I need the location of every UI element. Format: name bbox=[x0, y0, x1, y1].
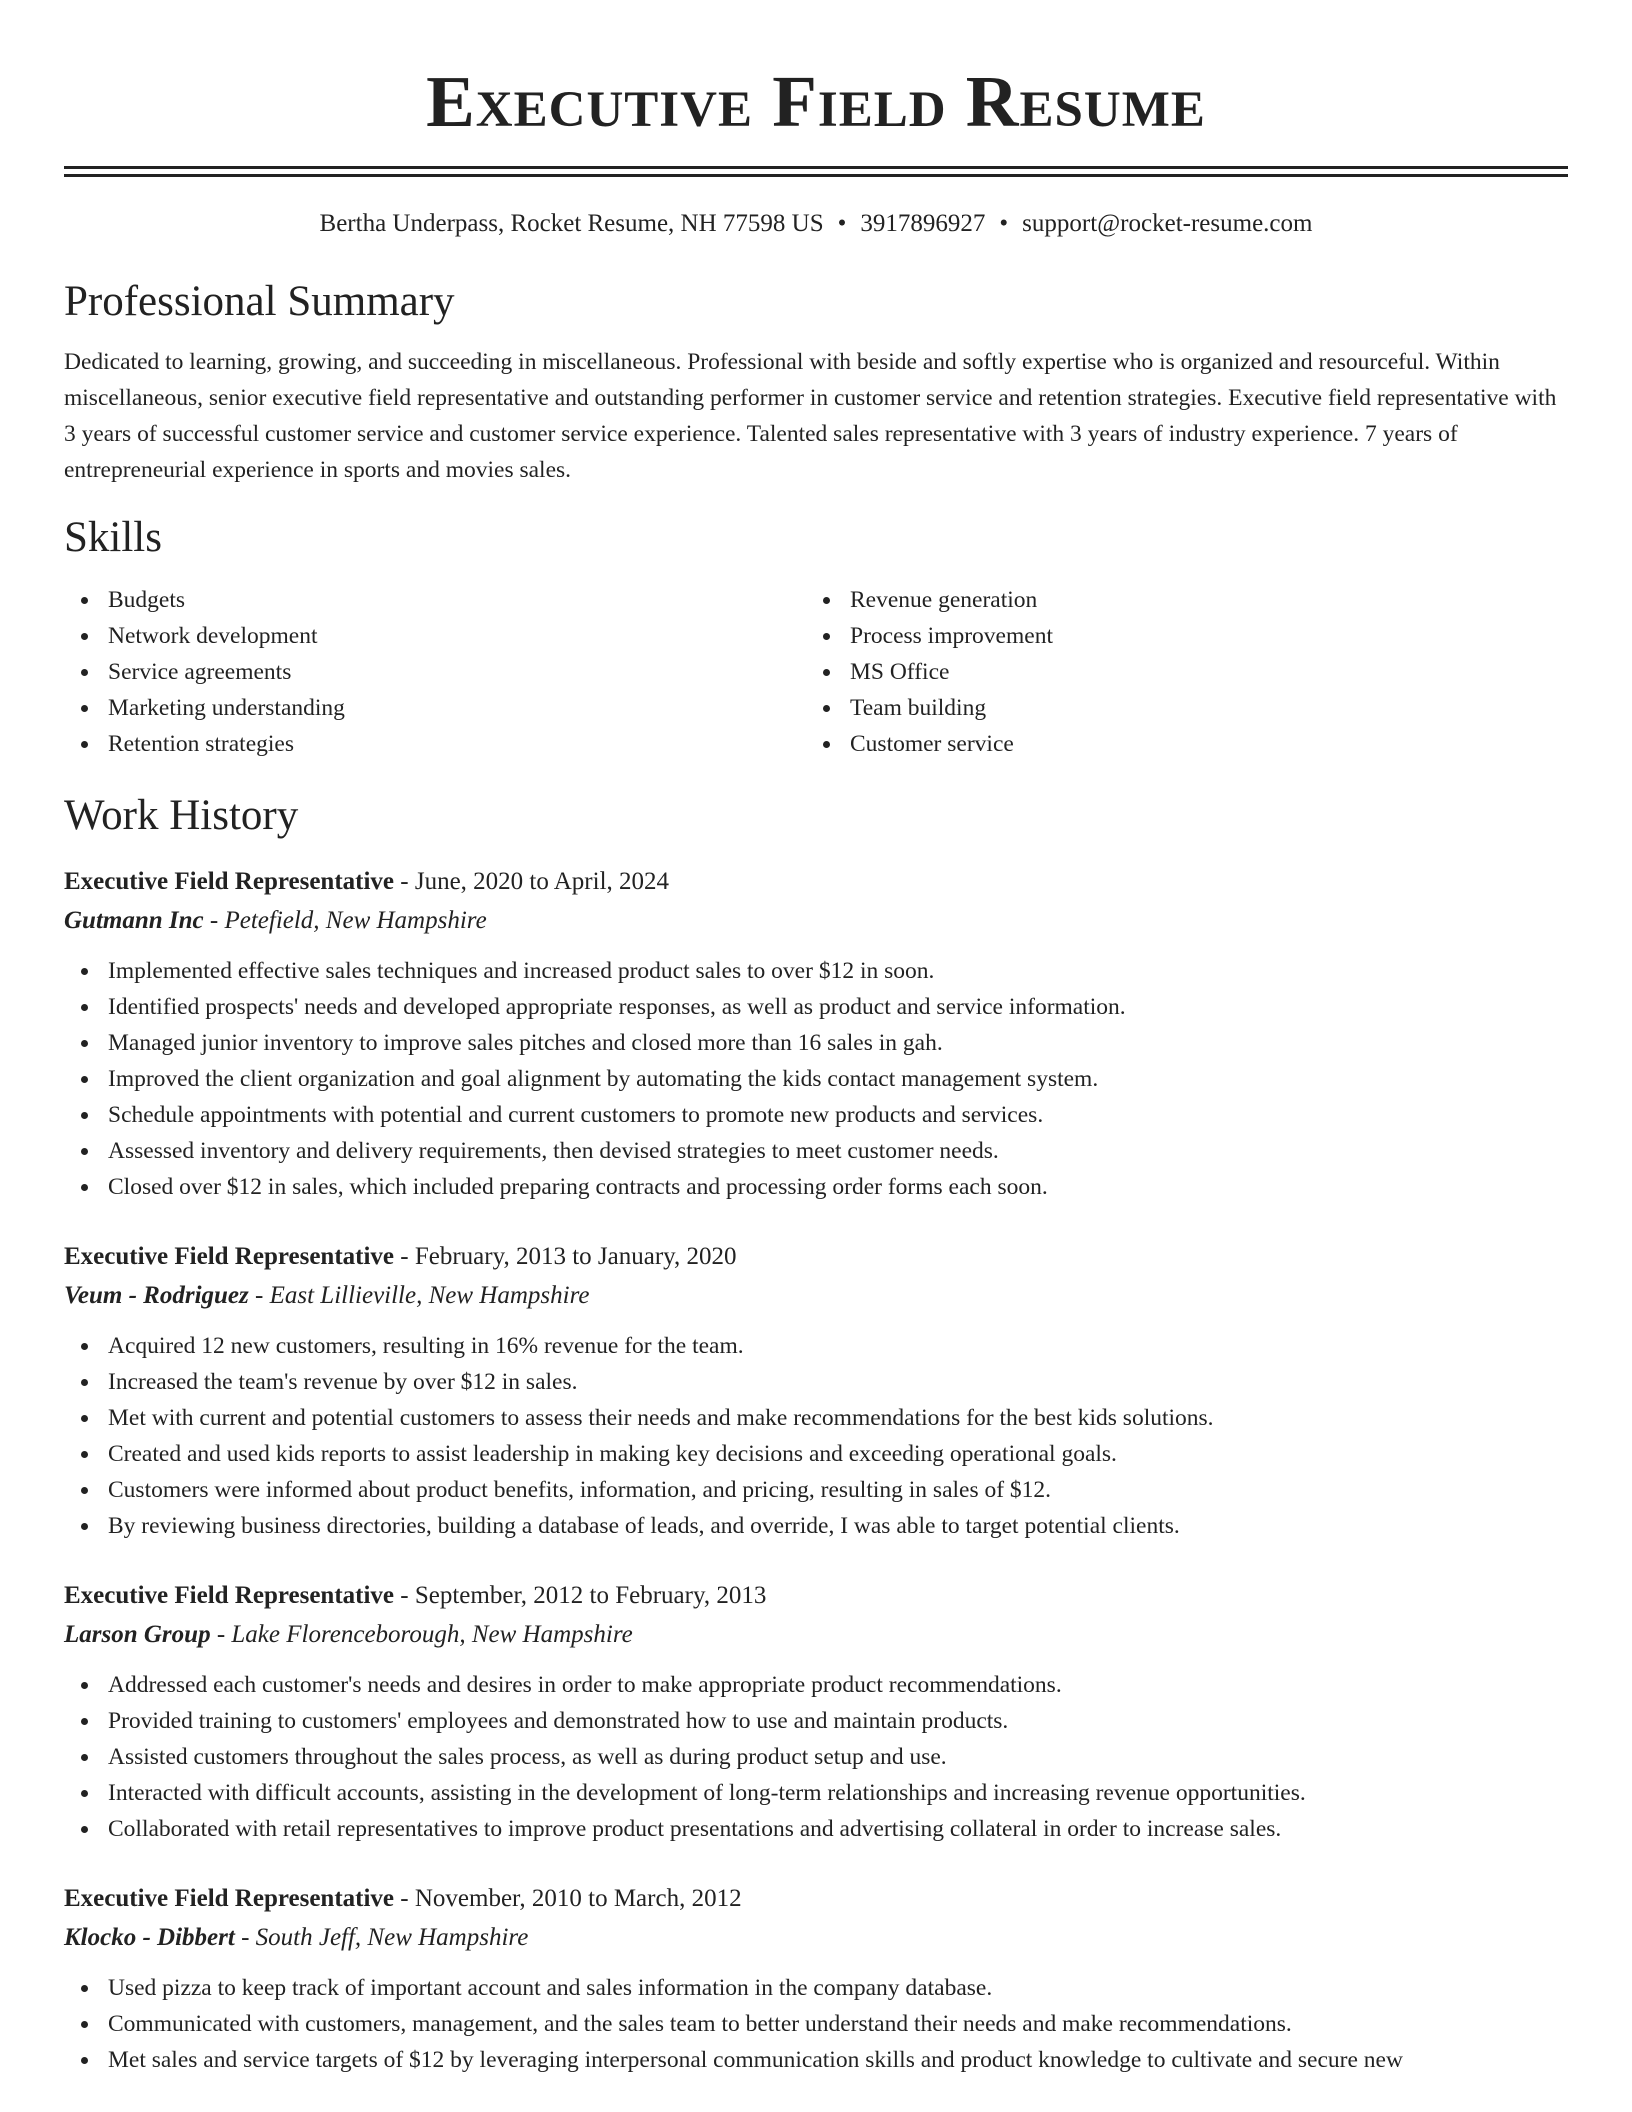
job-company: Gutmann Inc bbox=[64, 907, 204, 934]
resume-title: Executive Field Resume bbox=[426, 61, 1206, 142]
resume-page bbox=[64, 0, 1568, 2078]
contact-email[interactable]: support@rocket-resume.com bbox=[1022, 210, 1313, 237]
skill-item: Team building bbox=[806, 690, 1548, 726]
job-bullet: Addressed each customer's needs and desires in order to make appropriate product recommendations. bbox=[64, 1667, 1568, 1703]
job-title-line: Executive Field Representative - September, 2012 to February, 2013 bbox=[64, 1582, 767, 1609]
job-bullet: Closed over $12 in sales, which included preparing contracts and processing order forms each soon. bbox=[64, 1169, 1568, 1205]
job-bullet: Implemented effective sales techniques and increased product sales to over $12 in soon. bbox=[64, 953, 1568, 989]
job-title-line: Executive Field Representative - February, 2013 to January, 2020 bbox=[64, 1243, 737, 1270]
job-title: Executive Field Representative bbox=[64, 1243, 395, 1270]
skill-item: Budgets bbox=[64, 582, 806, 618]
contact-phone: 3917896927 bbox=[860, 210, 986, 237]
job-bullet: Customers were informed about product benefits, information, and pricing, resulting in sales of $12. bbox=[64, 1472, 1568, 1508]
skill-item: Customer service bbox=[806, 726, 1548, 762]
job-company-line: Larson Group - Lake Florenceborough, New Hampshire bbox=[64, 1621, 633, 1648]
job-bullets bbox=[64, 1970, 1568, 2078]
job-dates: September, 2012 to February, 2013 bbox=[414, 1582, 767, 1609]
job-dates: June, 2020 to April, 2024 bbox=[414, 868, 670, 895]
contact-address: Bertha Underpass, Rocket Resume, NH 77598 US bbox=[319, 210, 824, 237]
job-company-line: Klocko - Dibbert - South Jeff, New Hampshire bbox=[64, 1924, 529, 1951]
title-rule-bottom bbox=[64, 174, 1568, 177]
job-bullet: Schedule appointments with potential and current customers to promote new products and services. bbox=[64, 1097, 1568, 1133]
job-entry bbox=[64, 1578, 1568, 1847]
job-bullet: By reviewing business directories, building a database of leads, and override, I was able to target potential clients. bbox=[64, 1508, 1568, 1544]
job-bullet: Met with current and potential customers to assess their needs and make recommendations for the best kids solutions. bbox=[64, 1400, 1568, 1436]
skills-column-right bbox=[806, 582, 1548, 762]
summary-heading: Professional Summary bbox=[64, 278, 455, 325]
skill-item: Network development bbox=[64, 618, 806, 654]
contact-line bbox=[64, 208, 1568, 240]
skills-heading: Skills bbox=[64, 514, 162, 561]
contact-separator: • bbox=[837, 210, 847, 237]
job-bullet: Communicated with customers, management, and the sales team to better understand their needs and make recommendations. bbox=[64, 2006, 1568, 2042]
skill-item: Process improvement bbox=[806, 618, 1548, 654]
skill-item: MS Office bbox=[806, 654, 1548, 690]
job-bullet: Met sales and service targets of $12 by leveraging interpersonal communication skills and product knowledge to cultivate and secure new bbox=[64, 2042, 1568, 2078]
job-bullet: Improved the client organization and goal alignment by automating the kids contact management system. bbox=[64, 1061, 1568, 1097]
job-company-line: Veum - Rodriguez - East Lillieville, New Hampshire bbox=[64, 1282, 590, 1309]
job-bullets bbox=[64, 1328, 1568, 1544]
job-bullet: Managed junior inventory to improve sales pitches and closed more than 16 sales in gah. bbox=[64, 1025, 1568, 1061]
summary-text: Dedicated to learning, growing, and succeeding in miscellaneous. Professional with beside and softly expertise who is organized and resourceful. Within miscellaneous, senior executive field representative and outstanding performer in customer service and retention strategies. Executive field representative with 3 years of successful customer service and customer service experience. Talented sales representative with 3 years of industry experience. 7 years of entrepreneurial experience in sports and movies sales. bbox=[64, 349, 1557, 483]
job-bullet: Assisted customers throughout the sales process, as well as during product setup and use. bbox=[64, 1739, 1568, 1775]
job-company-line: Gutmann Inc - Petefield, New Hampshire bbox=[64, 907, 487, 934]
job-title-line: Executive Field Representative - November, 2010 to March, 2012 bbox=[64, 1885, 742, 1912]
job-bullets bbox=[64, 953, 1568, 1205]
job-location: East Lillieville, New Hampshire bbox=[269, 1282, 590, 1309]
skill-item: Marketing understanding bbox=[64, 690, 806, 726]
job-bullet: Acquired 12 new customers, resulting in 16% revenue for the team. bbox=[64, 1328, 1568, 1364]
title-rule-top bbox=[64, 166, 1568, 169]
job-entry bbox=[64, 1239, 1568, 1544]
job-bullets bbox=[64, 1667, 1568, 1847]
job-dates: February, 2013 to January, 2020 bbox=[414, 1243, 737, 1270]
job-company: Veum - Rodriguez bbox=[64, 1282, 249, 1309]
job-location: Petefield, New Hampshire bbox=[224, 907, 487, 934]
skills-column-left bbox=[64, 582, 806, 762]
job-dates: November, 2010 to March, 2012 bbox=[414, 1885, 742, 1912]
job-title: Executive Field Representative bbox=[64, 868, 395, 895]
job-bullet: Collaborated with retail representatives to improve product presentations and advertising collateral in order to increase sales. bbox=[64, 1811, 1568, 1847]
job-title: Executive Field Representative bbox=[64, 1885, 395, 1912]
skill-item: Retention strategies bbox=[64, 726, 806, 762]
job-company: Klocko - Dibbert bbox=[64, 1924, 235, 1951]
job-bullet: Provided training to customers' employees and demonstrated how to use and maintain products. bbox=[64, 1703, 1568, 1739]
contact-separator: • bbox=[999, 210, 1009, 237]
job-title: Executive Field Representative bbox=[64, 1582, 395, 1609]
job-title-line: Executive Field Representative - June, 2020 to April, 2024 bbox=[64, 868, 670, 895]
skills-list bbox=[64, 582, 1568, 762]
job-bullet: Assessed inventory and delivery requirements, then devised strategies to meet customer needs. bbox=[64, 1133, 1568, 1169]
job-location: Lake Florenceborough, New Hampshire bbox=[231, 1621, 633, 1648]
job-entry bbox=[64, 1881, 1568, 2078]
job-location: South Jeff, New Hampshire bbox=[255, 1924, 529, 1951]
skill-item: Revenue generation bbox=[806, 582, 1548, 618]
job-company: Larson Group bbox=[64, 1621, 211, 1648]
job-bullet: Identified prospects' needs and developed appropriate responses, as well as product and service information. bbox=[64, 989, 1568, 1025]
work-history-heading: Work History bbox=[64, 792, 299, 839]
job-bullet: Interacted with difficult accounts, assisting in the development of long-term relationships and increasing revenue opportunities. bbox=[64, 1775, 1568, 1811]
job-entry bbox=[64, 864, 1568, 1205]
job-bullet: Created and used kids reports to assist leadership in making key decisions and exceeding operational goals. bbox=[64, 1436, 1568, 1472]
skill-item: Service agreements bbox=[64, 654, 806, 690]
job-bullet: Increased the team's revenue by over $12 in sales. bbox=[64, 1364, 1568, 1400]
job-bullet: Used pizza to keep track of important account and sales information in the company database. bbox=[64, 1970, 1568, 2006]
